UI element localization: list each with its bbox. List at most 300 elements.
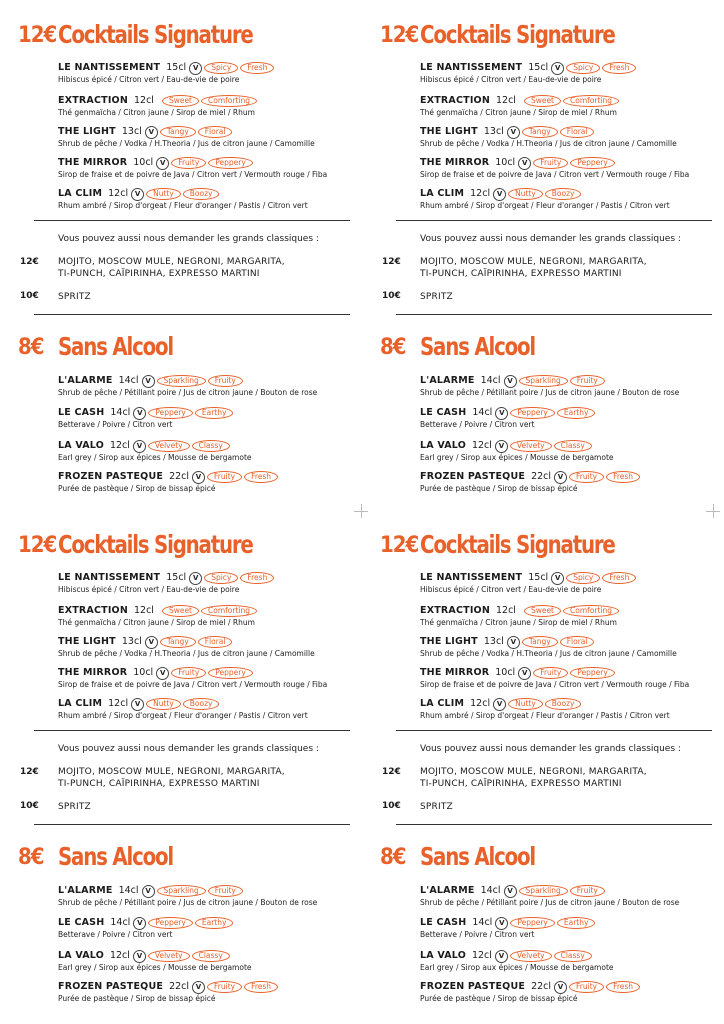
flavor-tag: Spicy	[566, 62, 600, 74]
item-volume: 12cl	[133, 605, 154, 616]
item-name: LA VALO	[58, 950, 104, 961]
flavor-tag: Fruity	[570, 885, 605, 897]
item-name: THE LIGHT	[420, 636, 478, 647]
classics-line: MOJITO, MOSCOW MULE, NEGRONI, MARGARITA,	[58, 257, 285, 267]
item-volume: 12cl	[133, 95, 154, 106]
item-name: LA CLIM	[58, 698, 103, 709]
flavor-tag: Comforting	[201, 95, 257, 107]
flavor-tag: Earthy	[195, 917, 234, 929]
vegan-icon: V	[551, 62, 564, 75]
flavor-tag: Classy	[554, 440, 592, 452]
item-description: Shrub de pêche / Pétillant poire / Jus de citron jaune / Bouton de rose	[420, 388, 680, 397]
item-name: LA CLIM	[420, 188, 465, 199]
flavor-tag: Fruity	[533, 157, 568, 169]
menu-item-valo	[58, 949, 358, 973]
flavor-tag: Nutty	[508, 188, 543, 200]
flavor-tag: Peppery	[510, 407, 555, 419]
menu-copy-top-left	[0, 0, 355, 506]
item-description: Thé genmaïcha / Citron jaune / Sirop de miel / Rhum	[420, 108, 617, 117]
vegan-icon: V	[504, 885, 517, 898]
item-name: LA VALO	[420, 950, 466, 961]
sans-alcool-section-header	[0, 840, 340, 876]
item-volume: 15cl	[166, 572, 187, 583]
flavor-tag: Sweet	[162, 95, 199, 107]
menu-item-alarme	[58, 374, 358, 398]
vegan-icon: V	[142, 375, 155, 388]
item-name: LE CASH	[420, 917, 467, 928]
flavor-tag: Tangy	[160, 126, 196, 138]
classics-price: 12€	[382, 257, 401, 267]
item-description: Thé genmaïcha / Citron jaune / Sirop de miel / Rhum	[58, 618, 255, 627]
flavor-tag: Earthy	[195, 407, 234, 419]
flavor-tag: Earthy	[557, 407, 596, 419]
menu-item-extraction	[58, 604, 358, 628]
menu-copy-bottom-left	[0, 510, 355, 1016]
menu-copy-top-right	[362, 0, 717, 506]
vegan-icon: V	[189, 572, 202, 585]
menu-item-la-clim	[420, 697, 720, 721]
item-name: THE LIGHT	[58, 126, 116, 137]
item-volume: 12cl	[495, 95, 516, 106]
menu-item-valo	[420, 439, 720, 463]
item-description: Earl grey / Sirop aux épices / Mousse de bergamote	[58, 453, 252, 462]
flavor-tag: Fruity	[208, 375, 243, 387]
flavor-tag: Peppery	[570, 667, 615, 679]
crop-mark-icon	[354, 504, 368, 518]
sans-alcool-section-header	[362, 330, 702, 366]
item-name: THE MIRROR	[58, 667, 128, 678]
flavor-tag: Sweet	[524, 95, 561, 107]
signature-price: 12€	[18, 533, 57, 558]
classics-list	[58, 766, 285, 790]
item-volume: 13cl	[121, 126, 142, 137]
classics-line: TI-PUNCH, CAÏPIRINHA, EXPRESSO MARTINI	[58, 269, 260, 279]
vegan-icon: V	[495, 440, 508, 453]
item-volume: 14cl	[472, 407, 493, 418]
menu-copy-bottom-right	[362, 510, 717, 1016]
menu-item-extraction	[420, 94, 720, 118]
menu-item-nantissement	[58, 571, 358, 595]
item-volume: 22cl	[169, 981, 190, 992]
flavor-tag: Fruity	[171, 667, 206, 679]
vegan-icon: V	[142, 885, 155, 898]
sans-alcool-section-header	[0, 330, 340, 366]
item-volume: 14cl	[118, 375, 139, 386]
item-description: Shrub de pêche / Vodka / H.Theoria / Jus de citron jaune / Camomille	[58, 649, 315, 658]
menu-item-the-light	[58, 125, 358, 149]
flavor-tag: Sparkling	[157, 375, 206, 387]
vegan-icon: V	[131, 698, 144, 711]
flavor-tag: Boozy	[183, 188, 220, 200]
item-name: FROZEN PASTEQUE	[420, 981, 526, 992]
item-name: EXTRACTION	[420, 95, 490, 106]
item-volume: 14cl	[110, 917, 131, 928]
divider	[34, 824, 350, 825]
classics-line: SPRITZ	[58, 802, 91, 812]
vegan-icon: V	[495, 917, 508, 930]
menu-item-frozen-pasteque	[420, 980, 720, 1004]
item-name: FROZEN PASTEQUE	[420, 471, 526, 482]
menu-item-alarme	[420, 374, 720, 398]
vegan-icon: V	[145, 126, 158, 139]
vegan-icon: V	[156, 157, 169, 170]
signature-section-header	[0, 18, 340, 54]
signature-price: 12€	[380, 23, 419, 48]
signature-title: Cocktails Signature	[420, 531, 615, 560]
flavor-tag: Spicy	[566, 572, 600, 584]
classics-line: MOJITO, MOSCOW MULE, NEGRONI, MARGARITA,	[58, 767, 285, 777]
menu-item-nantissement	[420, 61, 720, 85]
divider	[34, 220, 350, 221]
item-name: EXTRACTION	[58, 95, 128, 106]
menu-item-the-light	[420, 125, 720, 149]
item-description: Shrub de pêche / Vodka / H.Theoria / Jus de citron jaune / Camomille	[58, 139, 315, 148]
signature-section-header	[0, 528, 340, 564]
item-description: Sirop de fraise et de poivre de Java / Citron vert / Vermouth rouge / Fiba	[58, 680, 328, 689]
item-description: Betterave / Poivre / Citron vert	[58, 930, 173, 939]
signature-section-header	[362, 528, 702, 564]
flavor-tag: Fruity	[171, 157, 206, 169]
item-name: LE NANTISSEMENT	[58, 572, 161, 583]
flavor-tag: Fruity	[569, 981, 604, 993]
menu-item-frozen-pasteque	[420, 470, 720, 494]
flavor-tag: Comforting	[201, 605, 257, 617]
item-name: LE NANTISSEMENT	[420, 62, 523, 73]
signature-title: Cocktails Signature	[58, 21, 253, 50]
menu-item-la-clim	[58, 187, 358, 211]
item-name: L'ALARME	[420, 375, 475, 386]
item-volume: 10cl	[133, 667, 154, 678]
vegan-icon: V	[131, 188, 144, 201]
vegan-icon: V	[133, 917, 146, 930]
flavor-tag: Fresh	[602, 62, 636, 74]
flavor-tag: Nutty	[146, 698, 181, 710]
item-description: Hibiscus épicé / Citron vert / Eau-de-vie de poire	[420, 75, 602, 84]
classics-price: 12€	[20, 257, 39, 267]
menu-item-frozen-pasteque	[58, 470, 358, 494]
flavor-tag: Fruity	[569, 471, 604, 483]
flavor-tag: Sparkling	[157, 885, 206, 897]
flavor-tag: Velvety	[148, 950, 190, 962]
menu-item-nantissement	[420, 571, 720, 595]
flavor-tag: Sweet	[524, 605, 561, 617]
item-volume: 10cl	[495, 157, 516, 168]
item-description: Earl grey / Sirop aux épices / Mousse de bergamote	[420, 453, 614, 462]
signature-price: 12€	[380, 533, 419, 558]
vegan-icon: V	[156, 667, 169, 680]
vegan-icon: V	[133, 440, 146, 453]
flavor-tag: Fresh	[240, 62, 274, 74]
flavor-tag: Peppery	[570, 157, 615, 169]
menu-item-cash	[420, 916, 720, 940]
item-description: Rhum ambré / Sirop d'orgeat / Fleur d'oranger / Pastis / Citron vert	[58, 201, 308, 210]
divider	[34, 730, 350, 731]
item-description: Shrub de pêche / Pétillant poire / Jus de citron jaune / Bouton de rose	[420, 898, 680, 907]
flavor-tag: Peppery	[510, 917, 555, 929]
sans-alcool-title: Sans Alcool	[58, 333, 173, 362]
item-name: THE MIRROR	[58, 157, 128, 168]
flavor-tag: Classy	[192, 950, 230, 962]
vegan-icon: V	[189, 62, 202, 75]
item-name: FROZEN PASTEQUE	[58, 471, 164, 482]
flavor-tag: Tangy	[522, 636, 558, 648]
item-name: LE CASH	[58, 917, 105, 928]
vegan-icon: V	[495, 407, 508, 420]
menu-item-la-clim	[58, 697, 358, 721]
classics-line: SPRITZ	[58, 292, 91, 302]
classics-list	[58, 256, 285, 280]
item-description: Shrub de pêche / Pétillant poire / Jus de citron jaune / Bouton de rose	[58, 388, 318, 397]
vegan-icon: V	[133, 950, 146, 963]
item-volume: 14cl	[480, 885, 501, 896]
sans-alcool-price: 8€	[380, 335, 406, 360]
classics-price: 10€	[382, 291, 401, 301]
item-name: THE MIRROR	[420, 157, 490, 168]
sans-alcool-price: 8€	[380, 845, 406, 870]
classics-line: TI-PUNCH, CAÏPIRINHA, EXPRESSO MARTINI	[420, 269, 622, 279]
vegan-icon: V	[554, 471, 567, 484]
classics-line: TI-PUNCH, CAÏPIRINHA, EXPRESSO MARTINI	[58, 779, 260, 789]
item-description: Rhum ambré / Sirop d'orgeat / Fleur d'oranger / Pastis / Citron vert	[58, 711, 308, 720]
item-volume: 12cl	[108, 698, 129, 709]
signature-section-header	[362, 18, 702, 54]
item-description: Sirop de fraise et de poivre de Java / Citron vert / Vermouth rouge / Fiba	[420, 680, 690, 689]
flavor-tag: Fresh	[240, 572, 274, 584]
flavor-tag: Fresh	[602, 572, 636, 584]
flavor-tag: Floral	[198, 126, 233, 138]
vegan-icon: V	[518, 667, 531, 680]
item-volume: 15cl	[528, 62, 549, 73]
classics-price: 10€	[20, 801, 39, 811]
item-name: FROZEN PASTEQUE	[58, 981, 164, 992]
menu-item-valo	[58, 439, 358, 463]
menu-item-the-mirror	[58, 156, 358, 180]
classics-list	[420, 256, 647, 280]
menu-item-the-mirror	[420, 666, 720, 690]
item-volume: 10cl	[495, 667, 516, 678]
menu-item-extraction	[420, 604, 720, 628]
flavor-tag: Floral	[560, 636, 595, 648]
flavor-tag: Tangy	[522, 126, 558, 138]
flavor-tag: Spicy	[204, 572, 238, 584]
sans-alcool-title: Sans Alcool	[420, 333, 535, 362]
flavor-tag: Peppery	[208, 157, 253, 169]
flavor-tag: Fruity	[533, 667, 568, 679]
menu-item-cash	[58, 406, 358, 430]
signature-title: Cocktails Signature	[420, 21, 615, 50]
vegan-icon: V	[551, 572, 564, 585]
flavor-tag: Sparkling	[519, 885, 568, 897]
item-volume: 15cl	[528, 572, 549, 583]
divider	[396, 314, 712, 315]
menu-item-alarme	[58, 884, 358, 908]
item-volume: 14cl	[110, 407, 131, 418]
signature-title: Cocktails Signature	[58, 531, 253, 560]
classics-price: 12€	[382, 767, 401, 777]
flavor-tag: Nutty	[146, 188, 181, 200]
flavor-tag: Velvety	[510, 950, 552, 962]
item-volume: 12cl	[470, 188, 491, 199]
menu-item-frozen-pasteque	[58, 980, 358, 1004]
item-name: THE LIGHT	[420, 126, 478, 137]
vegan-icon: V	[504, 375, 517, 388]
vegan-icon: V	[133, 407, 146, 420]
item-volume: 22cl	[531, 471, 552, 482]
item-description: Purée de pastèque / Sirop de bissap épicé	[58, 994, 216, 1003]
item-volume: 12cl	[108, 188, 129, 199]
classics-intro: Vous pouvez aussi nous demander les grands classiques :	[58, 744, 319, 754]
item-volume: 12cl	[471, 950, 492, 961]
menu-item-cash	[420, 406, 720, 430]
item-description: Purée de pastèque / Sirop de bissap épicé	[420, 994, 578, 1003]
item-description: Thé genmaïcha / Citron jaune / Sirop de miel / Rhum	[420, 618, 617, 627]
divider	[396, 824, 712, 825]
flavor-tag: Velvety	[510, 440, 552, 452]
item-description: Rhum ambré / Sirop d'orgeat / Fleur d'oranger / Pastis / Citron vert	[420, 201, 670, 210]
menu-item-nantissement	[58, 61, 358, 85]
item-description: Purée de pastèque / Sirop de bissap épicé	[420, 484, 578, 493]
item-description: Shrub de pêche / Vodka / H.Theoria / Jus de citron jaune / Camomille	[420, 649, 677, 658]
item-description: Sirop de fraise et de poivre de Java / Citron vert / Vermouth rouge / Fiba	[420, 170, 690, 179]
item-name: LA VALO	[420, 440, 466, 451]
vegan-icon: V	[518, 157, 531, 170]
item-volume: 22cl	[169, 471, 190, 482]
classics-list	[58, 801, 91, 813]
item-name: LE NANTISSEMENT	[58, 62, 161, 73]
item-volume: 12cl	[109, 440, 130, 451]
classics-intro: Vous pouvez aussi nous demander les grands classiques :	[420, 234, 681, 244]
vegan-icon: V	[507, 126, 520, 139]
item-name: EXTRACTION	[420, 605, 490, 616]
flavor-tag: Earthy	[557, 917, 596, 929]
item-description: Purée de pastèque / Sirop de bissap épicé	[58, 484, 216, 493]
flavor-tag: Fresh	[244, 981, 278, 993]
item-description: Betterave / Poivre / Citron vert	[420, 930, 535, 939]
classics-list	[420, 291, 453, 303]
item-volume: 13cl	[483, 126, 504, 137]
sans-alcool-price: 8€	[18, 845, 44, 870]
classics-line: SPRITZ	[420, 292, 453, 302]
classics-price: 12€	[20, 767, 39, 777]
item-volume: 14cl	[472, 917, 493, 928]
flavor-tag: Fruity	[570, 375, 605, 387]
item-name: LA CLIM	[58, 188, 103, 199]
classics-list	[420, 801, 453, 813]
menu-item-the-mirror	[58, 666, 358, 690]
item-name: LA CLIM	[420, 698, 465, 709]
menu-item-la-clim	[420, 187, 720, 211]
sans-alcool-title: Sans Alcool	[58, 843, 173, 872]
item-volume: 14cl	[480, 375, 501, 386]
classics-intro: Vous pouvez aussi nous demander les grands classiques :	[58, 234, 319, 244]
flavor-tag: Fruity	[207, 981, 242, 993]
item-description: Hibiscus épicé / Citron vert / Eau-de-vie de poire	[58, 75, 240, 84]
flavor-tag: Peppery	[148, 407, 193, 419]
item-description: Rhum ambré / Sirop d'orgeat / Fleur d'oranger / Pastis / Citron vert	[420, 711, 670, 720]
menu-item-the-light	[420, 635, 720, 659]
flavor-tag: Boozy	[183, 698, 220, 710]
item-name: LE CASH	[58, 407, 105, 418]
divider	[34, 314, 350, 315]
menu-item-alarme	[420, 884, 720, 908]
item-volume: 14cl	[118, 885, 139, 896]
item-description: Sirop de fraise et de poivre de Java / Citron vert / Vermouth rouge / Fiba	[58, 170, 328, 179]
item-volume: 12cl	[495, 605, 516, 616]
vegan-icon: V	[495, 950, 508, 963]
item-volume: 12cl	[470, 698, 491, 709]
flavor-tag: Comforting	[563, 95, 619, 107]
flavor-tag: Sparkling	[519, 375, 568, 387]
flavor-tag: Comforting	[563, 605, 619, 617]
divider	[396, 220, 712, 221]
item-volume: 15cl	[166, 62, 187, 73]
classics-line: MOJITO, MOSCOW MULE, NEGRONI, MARGARITA,	[420, 767, 647, 777]
item-name: THE LIGHT	[58, 636, 116, 647]
flavor-tag: Peppery	[148, 917, 193, 929]
vegan-icon: V	[192, 471, 205, 484]
flavor-tag: Spicy	[204, 62, 238, 74]
item-description: Hibiscus épicé / Citron vert / Eau-de-vie de poire	[420, 585, 602, 594]
item-description: Earl grey / Sirop aux épices / Mousse de bergamote	[420, 963, 614, 972]
classics-intro: Vous pouvez aussi nous demander les grands classiques :	[420, 744, 681, 754]
item-name: LE CASH	[420, 407, 467, 418]
divider	[396, 730, 712, 731]
item-volume: 12cl	[109, 950, 130, 961]
item-description: Earl grey / Sirop aux épices / Mousse de bergamote	[58, 963, 252, 972]
item-description: Hibiscus épicé / Citron vert / Eau-de-vie de poire	[58, 585, 240, 594]
flavor-tag: Nutty	[508, 698, 543, 710]
item-volume: 13cl	[483, 636, 504, 647]
menu-item-extraction	[58, 94, 358, 118]
item-volume: 13cl	[121, 636, 142, 647]
flavor-tag: Velvety	[148, 440, 190, 452]
flavor-tag: Boozy	[545, 698, 582, 710]
item-volume: 10cl	[133, 157, 154, 168]
classics-line: SPRITZ	[420, 802, 453, 812]
item-name: LE NANTISSEMENT	[420, 572, 523, 583]
vegan-icon: V	[554, 981, 567, 994]
item-description: Shrub de pêche / Vodka / H.Theoria / Jus de citron jaune / Camomille	[420, 139, 677, 148]
menu-item-cash	[58, 916, 358, 940]
item-name: THE MIRROR	[420, 667, 490, 678]
classics-price: 10€	[382, 801, 401, 811]
vegan-icon: V	[493, 698, 506, 711]
flavor-tag: Peppery	[208, 667, 253, 679]
vegan-icon: V	[192, 981, 205, 994]
vegan-icon: V	[145, 636, 158, 649]
flavor-tag: Classy	[554, 950, 592, 962]
flavor-tag: Fresh	[606, 471, 640, 483]
sans-alcool-section-header	[362, 840, 702, 876]
item-name: LA VALO	[58, 440, 104, 451]
item-description: Betterave / Poivre / Citron vert	[420, 420, 535, 429]
classics-line: MOJITO, MOSCOW MULE, NEGRONI, MARGARITA,	[420, 257, 647, 267]
flavor-tag: Boozy	[545, 188, 582, 200]
item-name: L'ALARME	[420, 885, 475, 896]
flavor-tag: Fresh	[606, 981, 640, 993]
signature-price: 12€	[18, 23, 57, 48]
sans-alcool-price: 8€	[18, 335, 44, 360]
item-volume: 12cl	[471, 440, 492, 451]
crop-mark-icon	[706, 504, 720, 518]
menu-item-valo	[420, 949, 720, 973]
flavor-tag: Fruity	[208, 885, 243, 897]
flavor-tag: Floral	[560, 126, 595, 138]
item-description: Shrub de pêche / Pétillant poire / Jus de citron jaune / Bouton de rose	[58, 898, 318, 907]
vegan-icon: V	[507, 636, 520, 649]
flavor-tag: Floral	[198, 636, 233, 648]
flavor-tag: Tangy	[160, 636, 196, 648]
